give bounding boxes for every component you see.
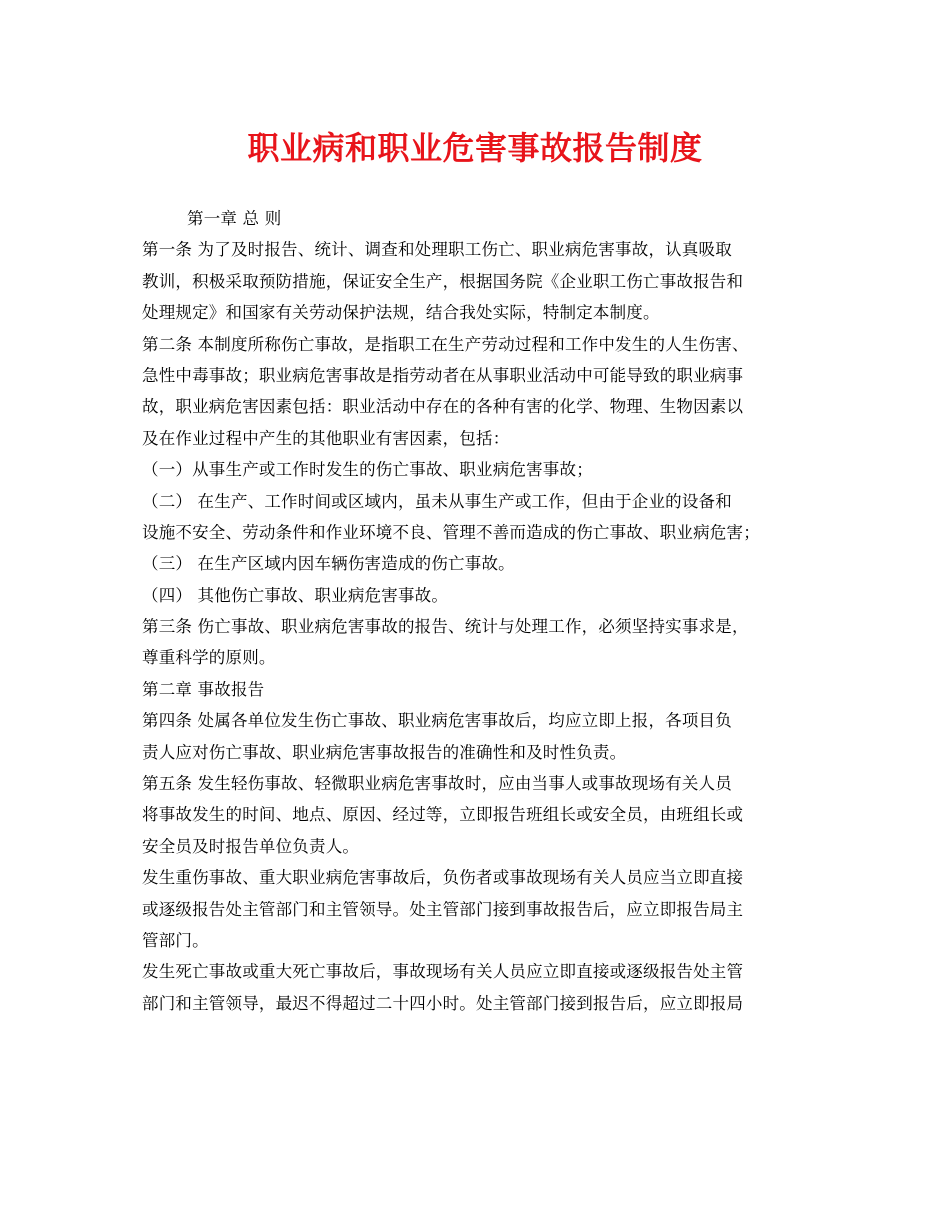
document-line: 发生死亡事故或重大死亡事故后，事故现场有关人员应立即直接或逐级报告处主管 bbox=[142, 962, 744, 982]
document-line: 第五条 发生轻伤事故、轻微职业病危害事故时，应由当事人或事故现场有关人员 bbox=[142, 774, 732, 794]
document-line: 部门和主管领导，最迟不得超过二十四小时。处主管部门接到报告后，应立即报局 bbox=[142, 993, 744, 1013]
document-line: 第二章 事故报告 bbox=[142, 679, 265, 699]
chapter-heading: 第一章 总 则 bbox=[187, 209, 282, 228]
document-line: 尊重科学的原则。 bbox=[142, 648, 276, 668]
document-line: 管部门。 bbox=[142, 930, 209, 950]
document-line: 责人应对伤亡事故、职业病危害事故报告的准确性和及时性负责。 bbox=[142, 742, 627, 762]
document-line: 处理规定》和国家有关劳动保护法规，结合我处实际，特制定本制度。 bbox=[142, 303, 660, 323]
document-body bbox=[142, 203, 822, 1019]
document-line: 第一条 为了及时报告、统计、调查和处理职工伤亡、职业病危害事故，认真吸取 bbox=[142, 240, 732, 260]
document-line: 及在作业过程中产生的其他职业有害因素，包括： bbox=[142, 428, 510, 448]
document-title: 职业病和职业危害事故报告制度 bbox=[247, 129, 703, 167]
document-line: 将事故发生的时间、地点、原因、经过等，立即报告班组长或安全员，由班组长或 bbox=[142, 805, 744, 825]
document-line: 设施不安全、劳动条件和作业环境不良、管理不善而造成的伤亡事故、职业病危害； bbox=[142, 522, 760, 542]
document-line: （三） 在生产区域内因车辆伤害造成的伤亡事故。 bbox=[142, 554, 515, 574]
document-line: 发生重伤事故、重大职业病危害事故后，负伤者或事故现场有关人员应当立即直接 bbox=[142, 868, 744, 888]
document-line: 第四条 处属各单位发生伤亡事故、职业病危害事故后，均应立即上报，各项目负 bbox=[142, 711, 732, 731]
document-line: （二） 在生产、工作时间或区域内，虽未从事生产或工作，但由于企业的设备和 bbox=[142, 491, 732, 511]
document-line: 第二条 本制度所称伤亡事故，是指职工在生产劳动过程和工作中发生的人生伤害、 bbox=[142, 334, 749, 354]
document-line: 或逐级报告处主管部门和主管领导。处主管部门接到事故报告后，应立即报告局主 bbox=[142, 899, 744, 919]
document-line: 急性中毒事故；职业病危害事故是指劳动者在从事职业活动中可能导致的职业病事 bbox=[142, 365, 744, 385]
document-line: 安全员及时报告单位负责人。 bbox=[142, 836, 360, 856]
document-line: 第三条 伤亡事故、职业病危害事故的报告、统计与处理工作，必须坚持实事求是， bbox=[142, 617, 749, 637]
document-line: 教训，积极采取预防措施，保证安全生产，根据国务院《企业职工伤亡事故报告和 bbox=[142, 271, 744, 291]
document-line: （一）从事生产或工作时发生的伤亡事故、职业病危害事故； bbox=[142, 460, 593, 480]
document-line: （四） 其他伤亡事故、职业病危害事故。 bbox=[142, 585, 449, 605]
document-line: 故，职业病危害因素包括：职业活动中存在的各种有害的化学、物理、生物因素以 bbox=[142, 397, 744, 417]
